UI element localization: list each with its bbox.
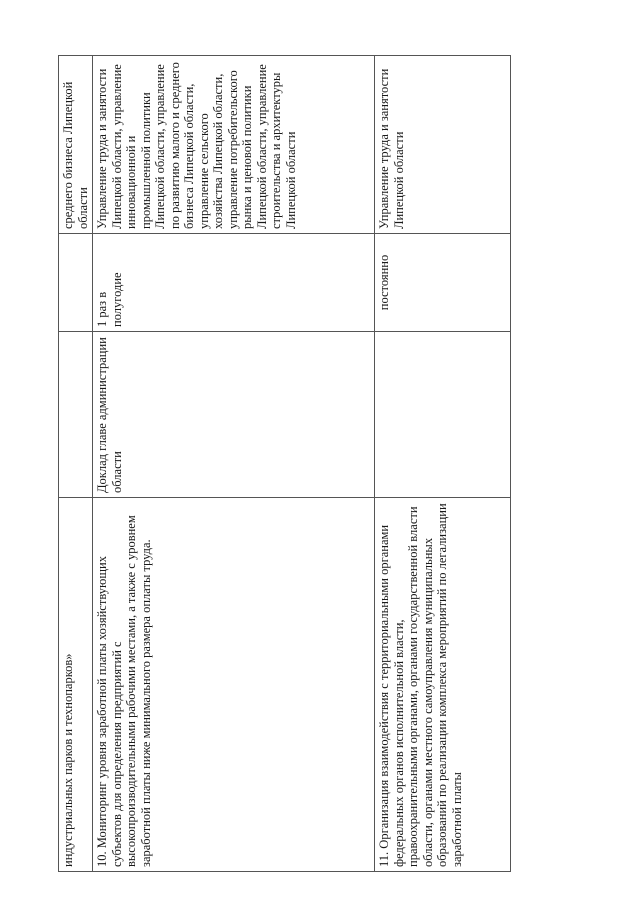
period-cell: постоянно bbox=[375, 234, 511, 332]
form-cell: Доклад главе администрации области bbox=[93, 332, 375, 498]
table-row bbox=[375, 56, 511, 872]
executor-cell: Управление труда и занятости Липецкой области bbox=[375, 56, 511, 234]
period-cell bbox=[59, 234, 93, 332]
form-cell bbox=[59, 332, 93, 498]
measures-table bbox=[58, 55, 511, 872]
period-cell: 1 раз в полугодие bbox=[93, 234, 375, 332]
table-row bbox=[59, 56, 93, 872]
rotated-page bbox=[58, 56, 506, 872]
form-cell bbox=[375, 332, 511, 498]
task-cell: 11. Организация взаимодействия с территориальными органами федеральных органов исполнительной власти, правоохранительными органами, органами государственной власти области, органами местного самоуправления муниципальных образований по реализации комплекса мероприятий по легализации заработной платы bbox=[375, 498, 511, 872]
executor-cell: среднего бизнеса Липецкой области bbox=[59, 56, 93, 234]
table-row bbox=[93, 56, 375, 872]
executor-cell: Управление труда и занятости Липецкой области, управление инновационной и промышленной политики Липецкой области, управление по развитию малого и среднего бизнеса Липецкой области, управление сельского хозяйства Липецкой области, управление потребительского рынка и ценовой политики Липецкой области, управление строительства и архитектуры Липецкой области bbox=[93, 56, 375, 234]
task-cell: 10. Мониторинг уровня заработной платы хозяйствующих субъектов для определения предприятий с высокопроизводительными рабочими местами, а также с уровнем заработной платы ниже минимального размера оплаты труда. bbox=[93, 498, 375, 872]
task-cell: индустриальных парков и технопарков» bbox=[59, 498, 93, 872]
